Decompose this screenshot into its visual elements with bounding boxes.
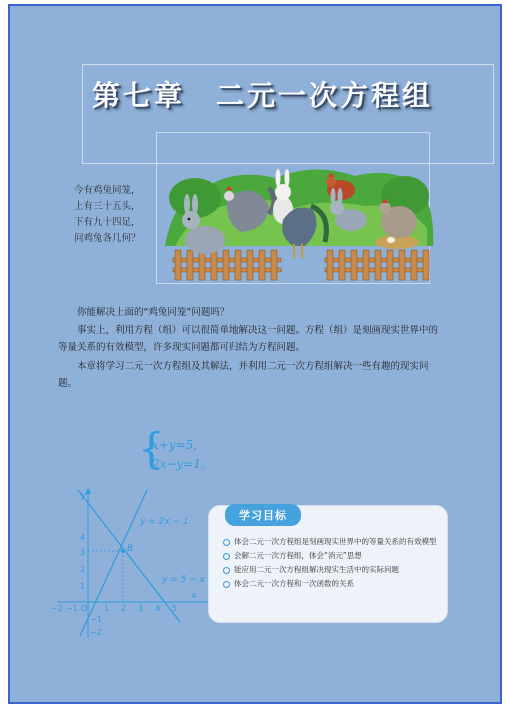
goal-text: 能应用二元一次方程组解决现实生活中的实际问题 xyxy=(234,565,399,574)
line2-label: y = 5 − x xyxy=(162,575,205,585)
point-label: B xyxy=(127,544,134,554)
poem-line: 今有鸡兔同笼， xyxy=(74,185,141,196)
intro-question: 你能解决上面的“鸡兔同笼”问题吗？ xyxy=(77,307,230,318)
goal-text: 会解二元一次方程组，体会“消元”思想 xyxy=(234,551,362,560)
intersection-point xyxy=(121,549,125,553)
poem-line: 问鸡兔各几何？ xyxy=(74,233,141,244)
goal-item xyxy=(223,536,439,548)
y-tick-label: 4 xyxy=(80,533,86,542)
chicken-rabbit-illustration xyxy=(165,158,435,288)
fence-left xyxy=(173,250,281,280)
poem-line: 上有三十五头， xyxy=(74,201,141,212)
goal-item xyxy=(223,564,439,576)
y-axis-label: y xyxy=(81,491,87,501)
y-tick-label: −1 xyxy=(90,615,102,624)
learning-goals-box xyxy=(208,505,448,623)
intro-paragraph: 事实上，利用方程（组）可以很简单地解决这一问题。方程（组）是刻画现实世界中的等量关系的有效模型，许多现实问题都可归结为方程问题。 xyxy=(58,325,439,353)
x-axis-label: x xyxy=(191,591,197,601)
equation-2: 2x−y=1。 xyxy=(152,457,213,471)
bullet-icon xyxy=(223,553,230,560)
poem-line: 下有九十四足， xyxy=(74,217,141,228)
y-tick-label: 3 xyxy=(80,548,86,557)
bullet-icon xyxy=(223,539,230,546)
goal-text: 体会二元一次方程组是刻画现实世界中的等量关系的有效模型 xyxy=(234,537,437,546)
y-tick-label: −2 xyxy=(90,628,102,637)
y-tick-label: 1 xyxy=(80,582,86,591)
chapter-title: 第七章 二元一次方程组 xyxy=(92,79,434,112)
x-tick-label: 1 xyxy=(104,604,110,613)
function-graph xyxy=(48,486,218,642)
x-tick-label: −2 xyxy=(51,604,63,613)
x-tick-label: 2 xyxy=(121,604,127,613)
bullet-icon xyxy=(223,567,230,574)
x-tick-label: 4 xyxy=(155,604,161,613)
origin-label: O xyxy=(81,604,88,613)
goal-item xyxy=(223,550,439,562)
poem xyxy=(74,183,141,247)
goal-text: 体会二元一次方程和一次函数的关系 xyxy=(234,579,354,588)
intro-paragraph: 本章将学习二元一次方程组及其解法，并利用二元一次方程组解决一些有趣的现实问题。 xyxy=(58,361,429,389)
x-tick-label: −1 xyxy=(66,604,78,613)
equation-brace: { xyxy=(138,424,165,473)
learning-goals-title: 学习目标 xyxy=(225,504,301,526)
goal-item xyxy=(223,578,439,590)
learning-goals-list xyxy=(223,536,439,592)
line1-label: y = 2x − 1 xyxy=(140,517,189,527)
x-tick-label: 5 xyxy=(172,604,178,613)
equation-1: x+y=5， xyxy=(152,438,206,452)
fence-right xyxy=(325,250,429,280)
y-tick-label: 2 xyxy=(80,565,86,574)
bullet-icon xyxy=(223,581,230,588)
x-tick-label: 3 xyxy=(138,604,144,613)
